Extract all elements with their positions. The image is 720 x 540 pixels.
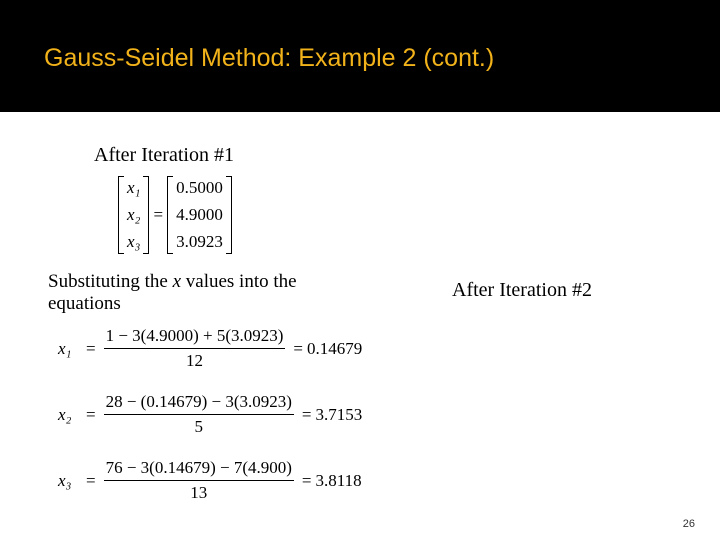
equation-lhs: x₂ [58, 404, 72, 424]
fraction [104, 458, 294, 503]
slide-title: Gauss-Seidel Method: Example 2 (cont.) [44, 44, 495, 72]
variable-column [124, 176, 143, 254]
var-x1: x₁ [127, 178, 141, 197]
equals-sign: = [86, 470, 96, 490]
value-column [173, 176, 226, 254]
equals-sign: = [86, 338, 96, 358]
numerator: 1 − 3(4.9000) + 5(3.0923) [104, 326, 286, 349]
numerator: 28 − (0.14679) − 3(3.0923) [104, 392, 294, 415]
substitution-variable: x [172, 271, 182, 292]
equation-result: 0.14679 [307, 338, 363, 358]
substitution-text-part-1: Substituting the [48, 271, 173, 292]
equals-sign: = [293, 338, 304, 358]
equation-x3 [58, 458, 362, 503]
iteration-1-vector [118, 176, 232, 254]
fraction [104, 392, 294, 437]
iteration-1-heading: After Iteration #1 [94, 144, 234, 166]
denominator: 5 [194, 417, 203, 436]
denominator: 13 [190, 483, 208, 502]
equation-x1 [58, 326, 362, 371]
equation-result: 3.8118 [315, 470, 362, 490]
var-x3: x₃ [127, 232, 141, 251]
right-bracket [226, 176, 232, 254]
substitution-text-part-2: values into the equations [48, 271, 297, 314]
equation-lhs: x₃ [58, 470, 72, 490]
title-bar [0, 0, 720, 112]
fraction [104, 326, 286, 371]
equation-result: 3.7153 [315, 404, 363, 424]
equation-lhs: x₁ [58, 338, 72, 358]
denominator: 12 [186, 351, 203, 370]
iteration-2-heading: After Iteration #2 [452, 279, 592, 301]
equals-sign: = [301, 470, 312, 490]
equation-x2 [58, 392, 362, 437]
page-number: 26 [682, 518, 695, 530]
equals-sign: = [301, 404, 312, 424]
var-x2: x₂ [127, 205, 141, 224]
value-x3: 3.0923 [176, 232, 223, 251]
vector-equals: = [153, 205, 164, 224]
value-x2: 4.9000 [176, 205, 223, 224]
value-x1: 0.5000 [176, 178, 223, 197]
numerator: 76 − 3(0.14679) − 7(4.900) [104, 458, 294, 481]
substitution-text [48, 271, 358, 315]
equals-sign: = [86, 404, 96, 424]
